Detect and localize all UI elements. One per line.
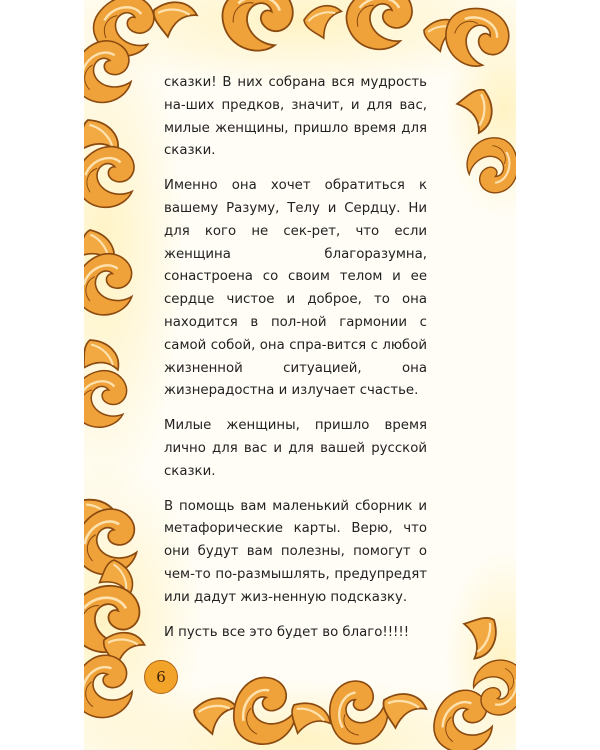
paragraph-3: Милые женщины, пришло время лично для вас и для вашей русской сказки.: [164, 418, 427, 479]
paragraph-2: Именно она хочет обратиться к вашему Разуму, Телу и Сердцу. Ни для кого не сек-рет, что если женщина благоразумна, сонастроена со своим телом и ее сердце чистое и доброе, то она находится в пол-ной гармонии с самой собой, она спра-вится с любой жизненной ситуацией, она жизнерадостна и излучает счастье.: [164, 178, 427, 399]
book-page: [84, 0, 516, 750]
paragraph-1: сказки! В них собрана вся мудрость на-ших предков, значит, и для вас, милые женщины, пришло время для сказки.: [164, 75, 427, 159]
paragraph-5: И пусть все это будет во благо!!!!!: [164, 624, 410, 640]
main-text: [164, 72, 427, 656]
paragraph-4: В помощь вам маленький сборник и метафорические карты. Верю, что они будут вам полезны, помогут о чем-то по-размышлять, предупредят или дадут жиз-ненную подсказку.: [164, 498, 427, 605]
page-number: 6: [144, 660, 178, 694]
